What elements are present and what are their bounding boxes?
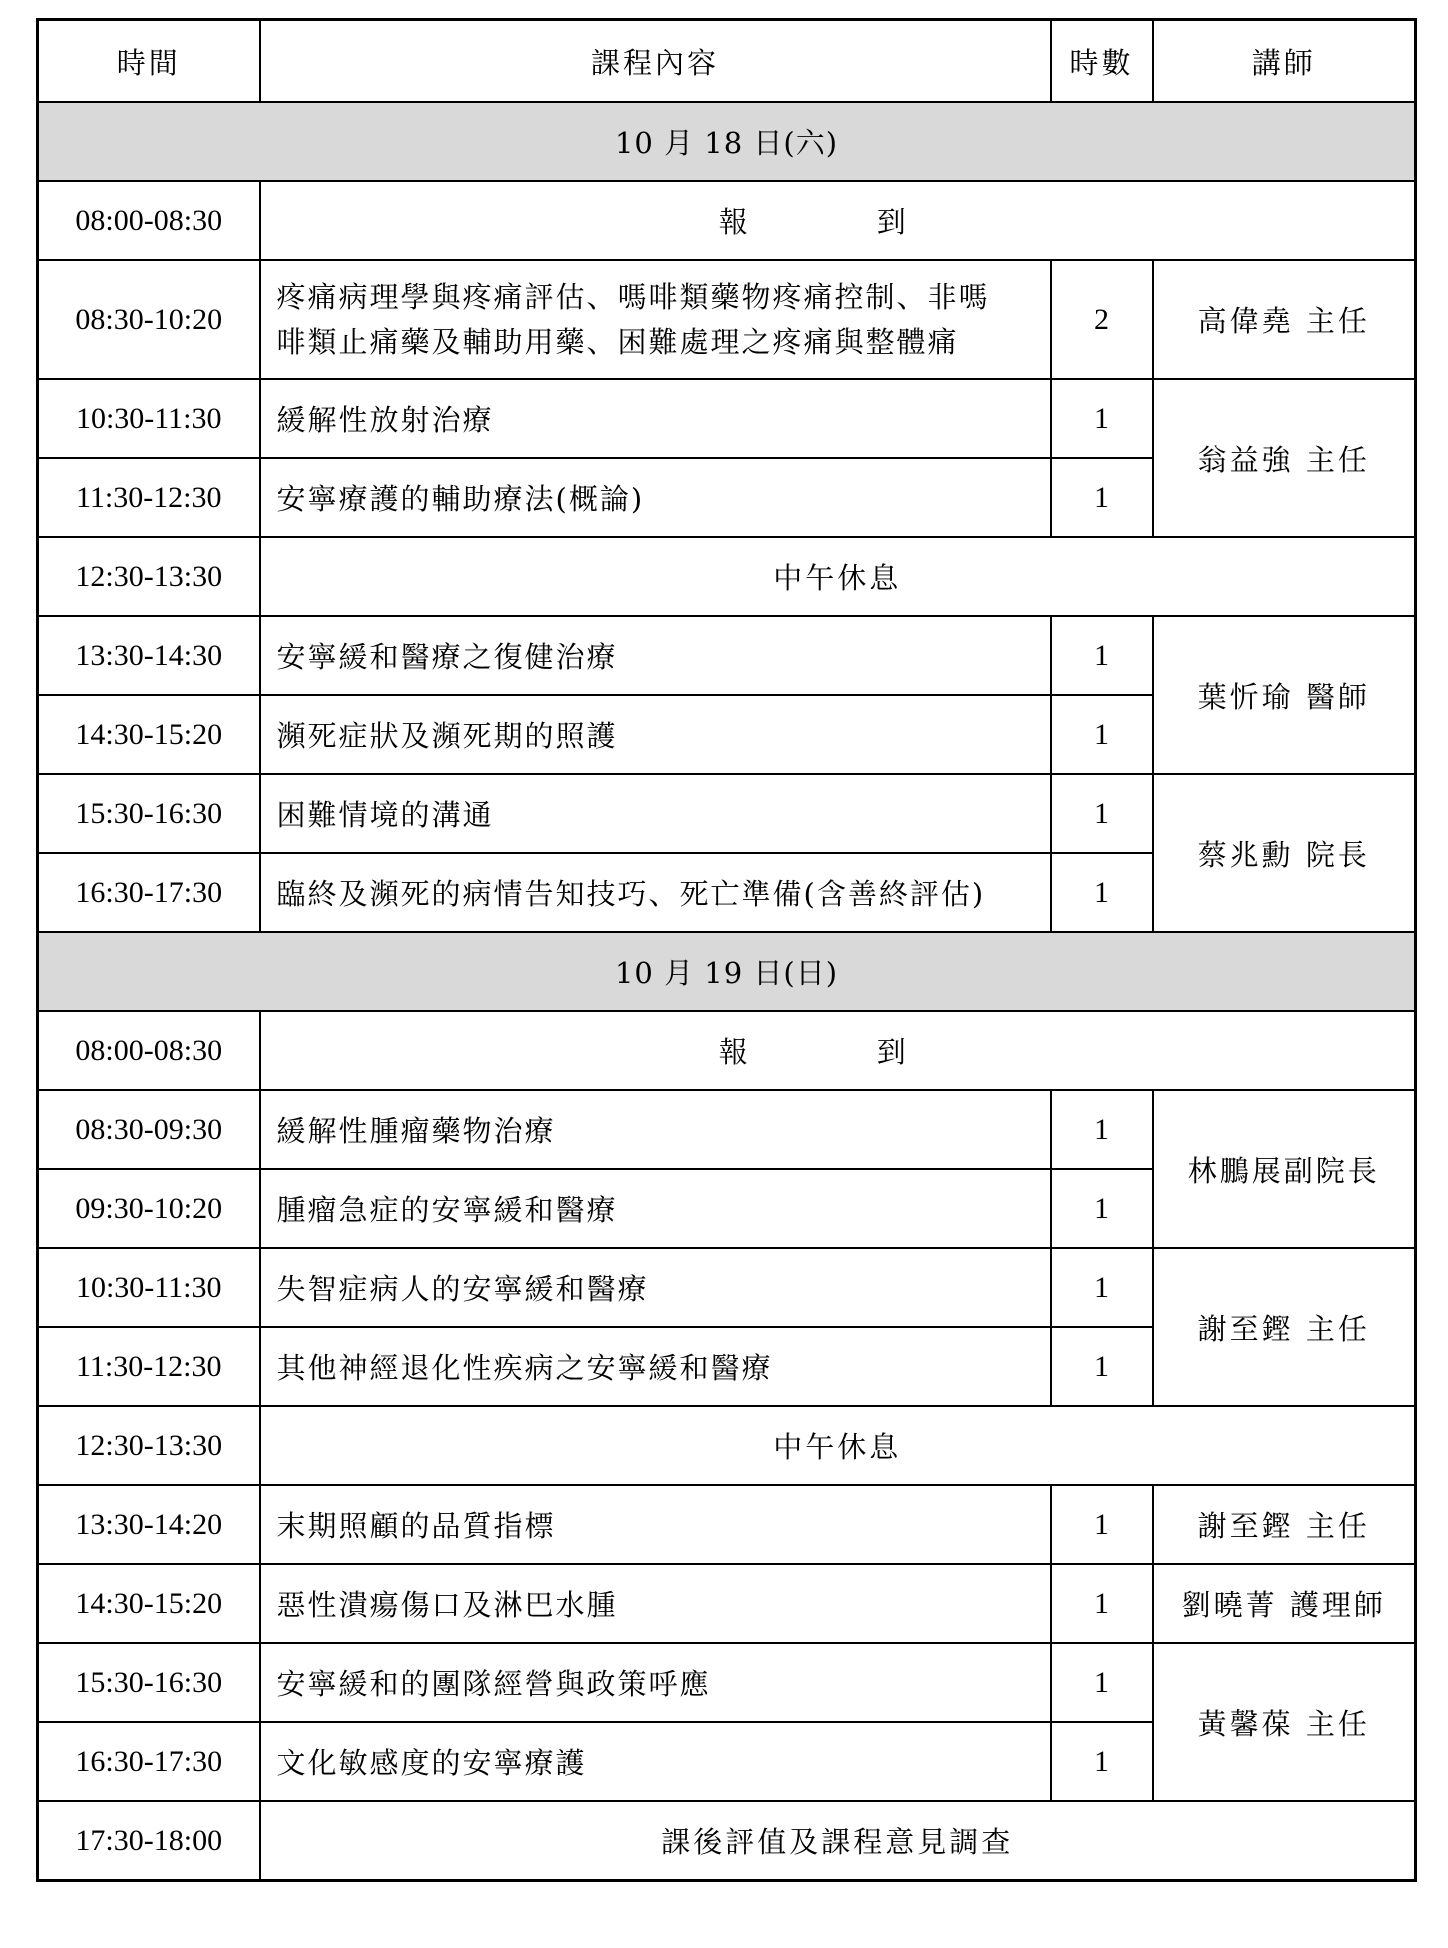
lecturer-name: 謝至鏗 主任 <box>1153 1248 1416 1406</box>
schedule-row <box>38 1090 1416 1169</box>
course-title-line: 其他神經退化性疾病之安寧緩和醫療 <box>276 1351 773 1385</box>
course-title <box>260 853 1051 932</box>
header-hours: 時數 <box>1051 20 1153 103</box>
course-hours: 2 <box>1051 260 1153 379</box>
lecturer-name: 高偉堯 主任 <box>1153 260 1416 379</box>
schedule-row <box>38 1643 1416 1722</box>
time-slot: 08:00-08:30 <box>38 181 260 260</box>
lecturer-name: 翁益強 主任 <box>1153 379 1416 537</box>
schedule-row <box>38 774 1416 853</box>
lecturer-name: 蔡兆勳 院長 <box>1153 774 1416 932</box>
course-title <box>260 458 1051 537</box>
course-hours: 1 <box>1051 1248 1153 1327</box>
schedule-span-row <box>38 1406 1416 1485</box>
date-heading: 10 月 19 日(日) <box>38 932 1416 1011</box>
lecturer-name: 林鵬展副院長 <box>1153 1090 1416 1248</box>
time-slot: 11:30-12:30 <box>38 1327 260 1406</box>
header-lecturer: 講師 <box>1153 20 1416 103</box>
course-title <box>260 1564 1051 1643</box>
course-hours: 1 <box>1051 1564 1153 1643</box>
course-hours: 1 <box>1051 1090 1153 1169</box>
course-title <box>260 1643 1051 1722</box>
header-time: 時間 <box>38 20 260 103</box>
time-slot: 14:30-15:20 <box>38 1564 260 1643</box>
schedule-row <box>38 260 1416 379</box>
course-hours: 1 <box>1051 774 1153 853</box>
course-title-line: 安寧緩和的團隊經營與政策呼應 <box>276 1667 711 1701</box>
header-row <box>38 20 1416 103</box>
course-title <box>260 260 1051 379</box>
course-hours: 1 <box>1051 379 1153 458</box>
time-slot: 17:30-18:00 <box>38 1801 260 1881</box>
schedule-span-row <box>38 181 1416 260</box>
time-slot: 16:30-17:30 <box>38 1722 260 1801</box>
schedule-body <box>38 20 1416 1881</box>
date-row <box>38 932 1416 1011</box>
course-title <box>260 774 1051 853</box>
course-title-line: 啡類止痛藥及輔助用藥、困難處理之疼痛與整體痛 <box>276 324 959 359</box>
time-slot: 08:00-08:30 <box>38 1011 260 1090</box>
time-slot: 13:30-14:20 <box>38 1485 260 1564</box>
course-title <box>260 1090 1051 1169</box>
course-title <box>260 695 1051 774</box>
time-slot: 08:30-10:20 <box>38 260 260 379</box>
header-content: 課程內容 <box>260 20 1051 103</box>
course-title-line: 失智症病人的安寧緩和醫療 <box>276 1272 649 1306</box>
schedule-row <box>38 1564 1416 1643</box>
schedule-row <box>38 616 1416 695</box>
course-title-line: 臨終及瀕死的病情告知技巧、死亡準備(含善終評估) <box>276 877 986 911</box>
schedule-span-row <box>38 1011 1416 1090</box>
course-hours: 1 <box>1051 1643 1153 1722</box>
schedule-span-row <box>38 537 1416 616</box>
course-hours: 1 <box>1051 695 1153 774</box>
course-title-line: 腫瘤急症的安寧緩和醫療 <box>276 1193 618 1227</box>
time-slot: 16:30-17:30 <box>38 853 260 932</box>
course-title <box>260 1327 1051 1406</box>
course-title <box>260 616 1051 695</box>
course-hours: 1 <box>1051 1485 1153 1564</box>
schedule-row <box>38 1485 1416 1564</box>
date-heading: 10 月 18 日(六) <box>38 102 1416 181</box>
schedule-row <box>38 379 1416 458</box>
lecturer-name: 謝至鏗 主任 <box>1153 1485 1416 1564</box>
course-title-line: 瀕死症狀及瀕死期的照護 <box>276 719 618 753</box>
time-slot: 08:30-09:30 <box>38 1090 260 1169</box>
course-title-line: 文化敏感度的安寧療護 <box>276 1746 587 1780</box>
time-slot: 13:30-14:30 <box>38 616 260 695</box>
session-note: 報 到 <box>260 181 1416 260</box>
course-hours: 1 <box>1051 616 1153 695</box>
time-slot: 10:30-11:30 <box>38 1248 260 1327</box>
time-slot: 15:30-16:30 <box>38 1643 260 1722</box>
course-title-line: 安寧療護的輔助療法(概論) <box>276 482 645 516</box>
time-slot: 10:30-11:30 <box>38 379 260 458</box>
time-slot: 12:30-13:30 <box>38 537 260 616</box>
course-hours: 1 <box>1051 1169 1153 1248</box>
time-slot: 15:30-16:30 <box>38 774 260 853</box>
course-title-line: 緩解性放射治療 <box>276 403 494 437</box>
session-note: 報 到 <box>260 1011 1416 1090</box>
date-row <box>38 102 1416 181</box>
course-title <box>260 379 1051 458</box>
session-note: 中午休息 <box>260 1406 1416 1485</box>
course-title <box>260 1485 1051 1564</box>
time-slot: 12:30-13:30 <box>38 1406 260 1485</box>
course-hours: 1 <box>1051 1327 1153 1406</box>
course-hours: 1 <box>1051 1722 1153 1801</box>
session-note: 中午休息 <box>260 537 1416 616</box>
schedule-row <box>38 1248 1416 1327</box>
time-slot: 11:30-12:30 <box>38 458 260 537</box>
course-title <box>260 1722 1051 1801</box>
lecturer-name: 劉曉菁 護理師 <box>1153 1564 1416 1643</box>
course-title-line: 疼痛病理學與疼痛評估、嗎啡類藥物疼痛控制、非嗎 <box>276 279 990 314</box>
session-note: 課後評值及課程意見調查 <box>260 1801 1416 1881</box>
time-slot: 14:30-15:20 <box>38 695 260 774</box>
course-hours: 1 <box>1051 853 1153 932</box>
schedule-span-row <box>38 1801 1416 1881</box>
lecturer-name: 葉忻瑜 醫師 <box>1153 616 1416 774</box>
course-title <box>260 1248 1051 1327</box>
lecturer-name: 黃馨葆 主任 <box>1153 1643 1416 1801</box>
course-schedule-table <box>36 18 1417 1882</box>
course-title-line: 安寧緩和醫療之復健治療 <box>276 640 618 674</box>
course-title-line: 惡性潰瘍傷口及淋巴水腫 <box>276 1588 618 1622</box>
course-title-line: 緩解性腫瘤藥物治療 <box>276 1114 556 1148</box>
time-slot: 09:30-10:20 <box>38 1169 260 1248</box>
course-title-line: 困難情境的溝通 <box>276 798 494 832</box>
course-title-line: 末期照顧的品質指標 <box>276 1509 556 1543</box>
course-hours: 1 <box>1051 458 1153 537</box>
course-title <box>260 1169 1051 1248</box>
